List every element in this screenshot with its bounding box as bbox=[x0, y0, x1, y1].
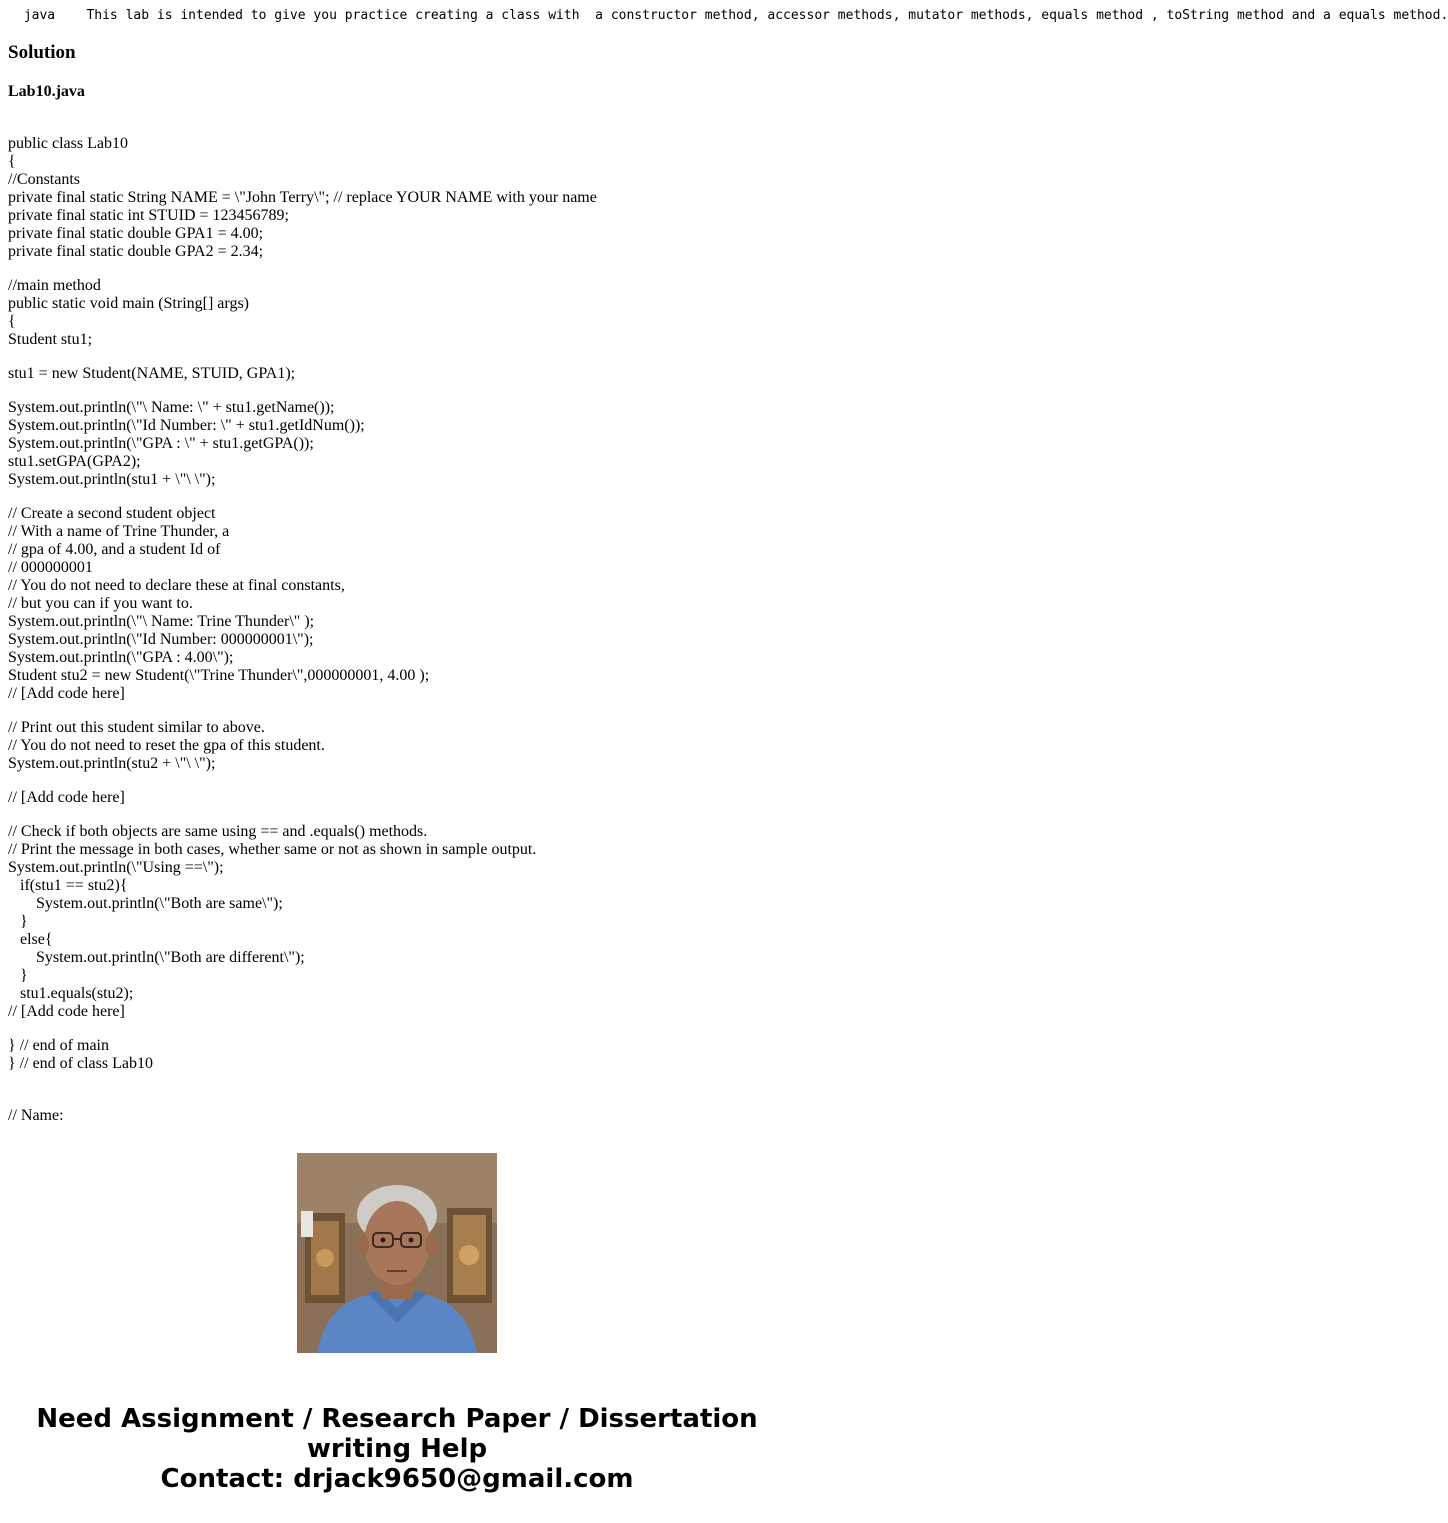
code-line: System.out.println(\"GPA : \" + stu1.getGPA()); bbox=[8, 435, 314, 452]
question-text: java This lab is intended to give you practice creating a class with a constructor method, accessor methods, mutator methods, equals method , toString method and a equals method. bbox=[16, 8, 1448, 23]
code-line: System.out.println(\"\ Name: \" + stu1.getName()); bbox=[8, 399, 335, 416]
code-line: System.out.println(\"\ Name: Trine Thunder\" ); bbox=[8, 613, 315, 630]
code-line: //Constants bbox=[8, 171, 81, 188]
solution-section bbox=[8, 38, 794, 1124]
code-line: stu1 = new Student(NAME, STUID, GPA1); bbox=[8, 365, 296, 382]
code-line: System.out.println(\"GPA : 4.00\"); bbox=[8, 649, 234, 666]
code-line: } // end of class Lab10 bbox=[8, 1055, 153, 1072]
code-line: private final static double GPA2 = 2.34; bbox=[8, 243, 264, 260]
contact-email: Contact: drjack9650@gmail.com bbox=[160, 1464, 634, 1494]
code-line: // gpa of 4.00, and a student Id of bbox=[8, 541, 221, 558]
code-line: // Name: bbox=[8, 1107, 64, 1124]
code-line: // [Add code here] bbox=[8, 685, 125, 702]
code-line: public static void main (String[] args) bbox=[8, 295, 249, 312]
code-line: // [Add code here] bbox=[8, 789, 125, 806]
code-line: // With a name of Trine Thunder, a bbox=[8, 523, 230, 540]
code-line: System.out.println(stu1 + \"\ \"); bbox=[8, 471, 216, 488]
file-name-heading: Lab10.java bbox=[8, 83, 85, 100]
solution-heading: Solution bbox=[8, 42, 76, 63]
author-avatar bbox=[297, 1153, 497, 1353]
code-line: { bbox=[8, 313, 16, 330]
code-line: // [Add code here] bbox=[8, 1003, 125, 1020]
code-line: // Create a second student object bbox=[8, 505, 216, 522]
code-block bbox=[8, 135, 794, 1125]
code-line: System.out.println(\"Both are same\"); bbox=[8, 895, 283, 912]
code-line: else{ bbox=[8, 931, 53, 948]
code-line: // You do not need to reset the gpa of this student. bbox=[8, 737, 325, 754]
code-line: System.out.println(stu2 + \"\ \"); bbox=[8, 755, 216, 772]
code-line: // Print the message in both cases, whether same or not as shown in sample output. bbox=[8, 841, 537, 858]
code-line: System.out.println(\"Id Number: \" + stu1.getIdNum()); bbox=[8, 417, 365, 434]
promo-banner bbox=[0, 1404, 794, 1494]
code-line: { bbox=[8, 153, 16, 170]
code-line: } // end of main bbox=[8, 1037, 109, 1054]
code-line: public class Lab10 bbox=[8, 135, 128, 152]
code-line: private final static double GPA1 = 4.00; bbox=[8, 225, 264, 242]
code-line: // but you can if you want to. bbox=[8, 595, 193, 612]
code-line: if(stu1 == stu2){ bbox=[8, 877, 128, 894]
code-line: private final static int STUID = 123456789; bbox=[8, 207, 289, 224]
code-line: Student stu1; bbox=[8, 331, 93, 348]
code-line: } bbox=[8, 913, 28, 930]
code-line: System.out.println(\"Id Number: 000000001\"); bbox=[8, 631, 314, 648]
code-line: Student stu2 = new Student(\"Trine Thunder\",000000001, 4.00 ); bbox=[8, 667, 430, 684]
promo-line: writing Help bbox=[306, 1434, 488, 1464]
code-line: // You do not need to declare these at final constants, bbox=[8, 577, 345, 594]
code-line: //main method bbox=[8, 277, 101, 294]
code-line: private final static String NAME = \"John Terry\"; // replace YOUR NAME with your name bbox=[8, 189, 597, 206]
code-line: stu1.equals(stu2); bbox=[8, 985, 134, 1002]
code-line: // Check if both objects are same using == and .equals() methods. bbox=[8, 823, 428, 840]
code-line: // Print out this student similar to above. bbox=[8, 719, 265, 736]
code-line: System.out.println(\"Using ==\"); bbox=[8, 859, 224, 876]
code-line: System.out.println(\"Both are different\"); bbox=[8, 949, 305, 966]
code-line: } bbox=[8, 967, 28, 984]
promo-line: Need Assignment / Research Paper / Dissertation bbox=[36, 1404, 758, 1434]
code-line: stu1.setGPA(GPA2); bbox=[8, 453, 141, 470]
code-line: // 000000001 bbox=[8, 559, 93, 576]
